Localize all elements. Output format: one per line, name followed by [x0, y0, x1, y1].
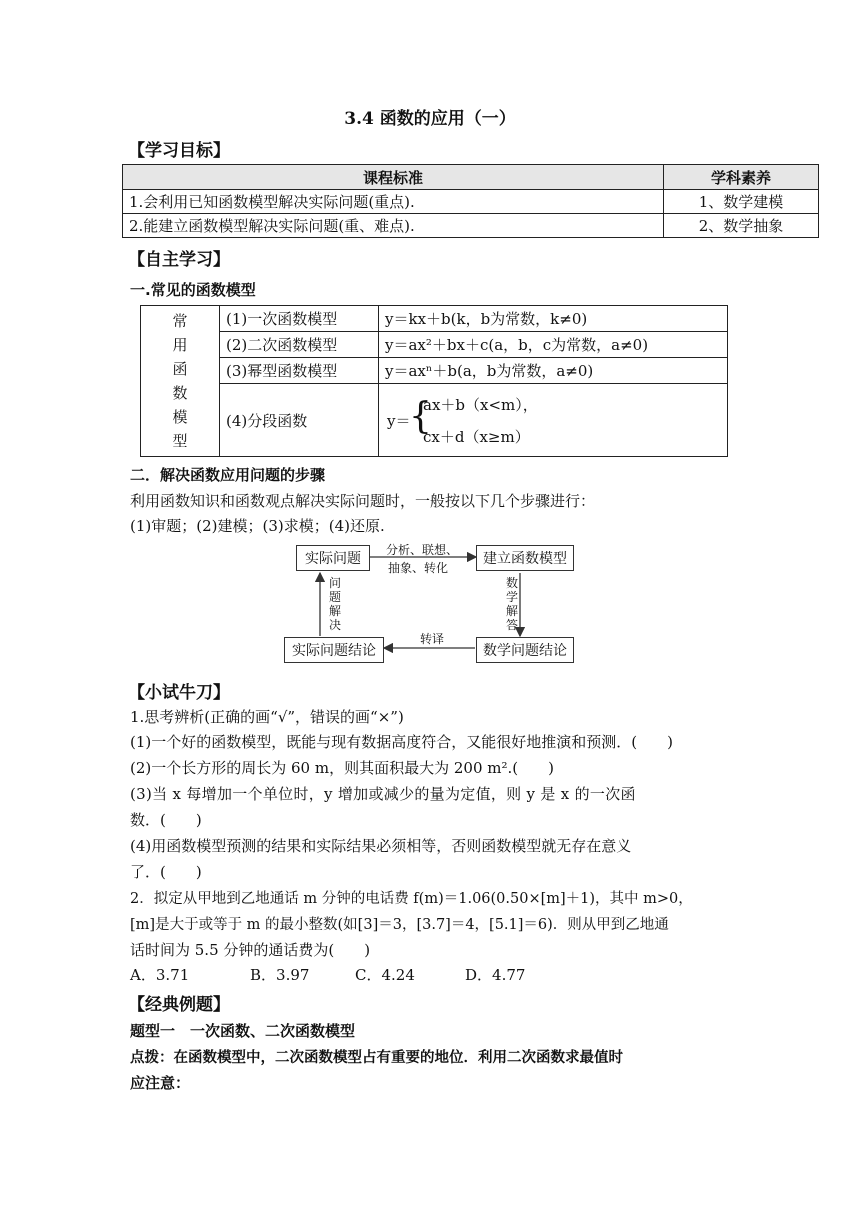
v-char: 答 — [505, 618, 518, 632]
part2-heading: 二．解决函数应用问题的步骤 — [130, 466, 326, 484]
q1-item-4b: 了．( ) — [130, 863, 202, 881]
page-title: 3.4 函数的应用（一） — [344, 109, 516, 129]
section-self-study: 【自主学习】 — [128, 250, 230, 270]
model-name-4: (4)分段函数 — [220, 384, 379, 457]
v-char: 决 — [328, 618, 341, 632]
model-formula-1: y＝kx＋b(k，b为常数，k≠0) — [379, 306, 728, 332]
section-examples: 【经典例题】 — [128, 995, 230, 1015]
q1-item-2: (2)一个长方形的周长为 60 m，则其面积最大为 200 m².( ) — [130, 759, 554, 777]
arrow-label-top-2: 抽象、转化 — [388, 561, 449, 575]
v-char: 解 — [328, 604, 341, 618]
section-goals: 【学习目标】 — [128, 141, 230, 161]
part2-intro: 利用函数知识和函数观点解决实际问题时，一般按以下几个步骤进行： — [130, 492, 596, 510]
example-tip-line-2: 应注意： — [130, 1074, 191, 1092]
v-char: 常 — [172, 312, 188, 330]
example-type-1: 题型一 一次函数、二次函数模型 — [130, 1022, 356, 1040]
vertical-label — [141, 306, 220, 457]
q1-item-3a: (3)当 x 每增加一个单位时，y 增加或减少的量为定值，则 y 是 x 的一次函 — [130, 785, 636, 803]
model-name-1: (1)一次函数模型 — [220, 306, 379, 332]
v-char: 问 — [328, 576, 341, 590]
v-char: 型 — [172, 432, 188, 450]
piecewise-case-1: ax＋b（x<m）， — [423, 396, 538, 414]
literacy-1: 1、数学建模 — [664, 190, 819, 214]
model-table — [140, 305, 728, 457]
model-formula-3: y＝axⁿ＋b(a，b为常数，a≠0) — [379, 358, 728, 384]
piecewise-case-2: cx＋d（x≥m） — [423, 428, 530, 446]
q1-intro: 1.思考辨析(正确的画“√”，错误的画“×”) — [130, 708, 404, 726]
v-char: 数 — [505, 576, 518, 590]
model-formula-2: y＝ax²＋bx＋c(a，b，c为常数，a≠0) — [379, 332, 728, 358]
box-real-problem: 实际问题 — [296, 545, 370, 571]
q2-line-1: 2．拟定从甲地到乙地通话 m 分钟的电话费 f(m)＝1.06(0.50×[m]＋1)，其中 m>0， — [130, 891, 693, 907]
standard-1: 1.会利用已知函数模型解决实际问题(重点). — [123, 190, 664, 214]
option-b: B．3.97 — [250, 966, 310, 984]
q1-item-1: (1)一个好的函数模型，既能与现有数据高度符合，又能很好地推演和预测．( ) — [130, 733, 673, 751]
standard-2: 2.能建立函数模型解决实际问题(重、难点). — [123, 214, 664, 238]
goals-table — [122, 164, 819, 238]
model-name-2: (2)二次函数模型 — [220, 332, 379, 358]
header-standards: 课程标准 — [123, 165, 664, 190]
model-formula-4 — [379, 384, 728, 457]
v-char: 函 — [172, 360, 188, 378]
part1-heading: 一.常见的函数模型 — [130, 281, 256, 299]
option-a: A．3.71 — [130, 966, 190, 984]
part2-steps: (1)审题；(2)建模；(3)求模；(4)还原. — [130, 517, 385, 535]
option-d: D．4.77 — [465, 966, 526, 984]
arrow-label-bottom: 转译 — [420, 632, 445, 646]
v-char: 用 — [172, 336, 188, 354]
q1-item-3b: 数．( ) — [130, 811, 202, 829]
q2-line-2: [m]是大于或等于 m 的最小整数(如[3]＝3，[3.7]＝4，[5.1]＝6)．则从甲到乙地通 — [130, 917, 669, 933]
literacy-2: 2、数学抽象 — [664, 214, 819, 238]
v-char: 数 — [172, 384, 188, 402]
box-build-model: 建立函数模型 — [476, 545, 574, 571]
q1-item-4a: (4)用函数模型预测的结果和实际结果必须相等，否则函数模型就无存在意义 — [130, 837, 632, 855]
box-math-conclusion: 数学问题结论 — [476, 637, 574, 663]
header-literacy: 学科素养 — [664, 165, 819, 190]
q2-line-3: 话时间为 5.5 分钟的通话费为( ) — [130, 941, 371, 959]
v-char: 解 — [505, 604, 518, 618]
v-char: 题 — [328, 590, 341, 604]
section-quick-test: 【小试牛刀】 — [128, 683, 230, 703]
v-char: 模 — [172, 408, 188, 426]
model-name-3: (3)幂型函数模型 — [220, 358, 379, 384]
v-char: 学 — [505, 590, 518, 604]
brace-icon: { — [409, 396, 432, 437]
arrow-label-top-1: 分析、联想、 — [386, 543, 459, 557]
arrow-label-right — [505, 576, 519, 632]
arrow-label-left — [328, 576, 342, 632]
box-real-conclusion: 实际问题结论 — [284, 637, 384, 663]
piecewise-prefix: y＝ — [387, 412, 411, 430]
option-c: C．4.24 — [355, 966, 415, 984]
example-tip-line-1: 点拨：在函数模型中，二次函数模型占有重要的地位．利用二次函数求最值时 — [130, 1049, 623, 1066]
